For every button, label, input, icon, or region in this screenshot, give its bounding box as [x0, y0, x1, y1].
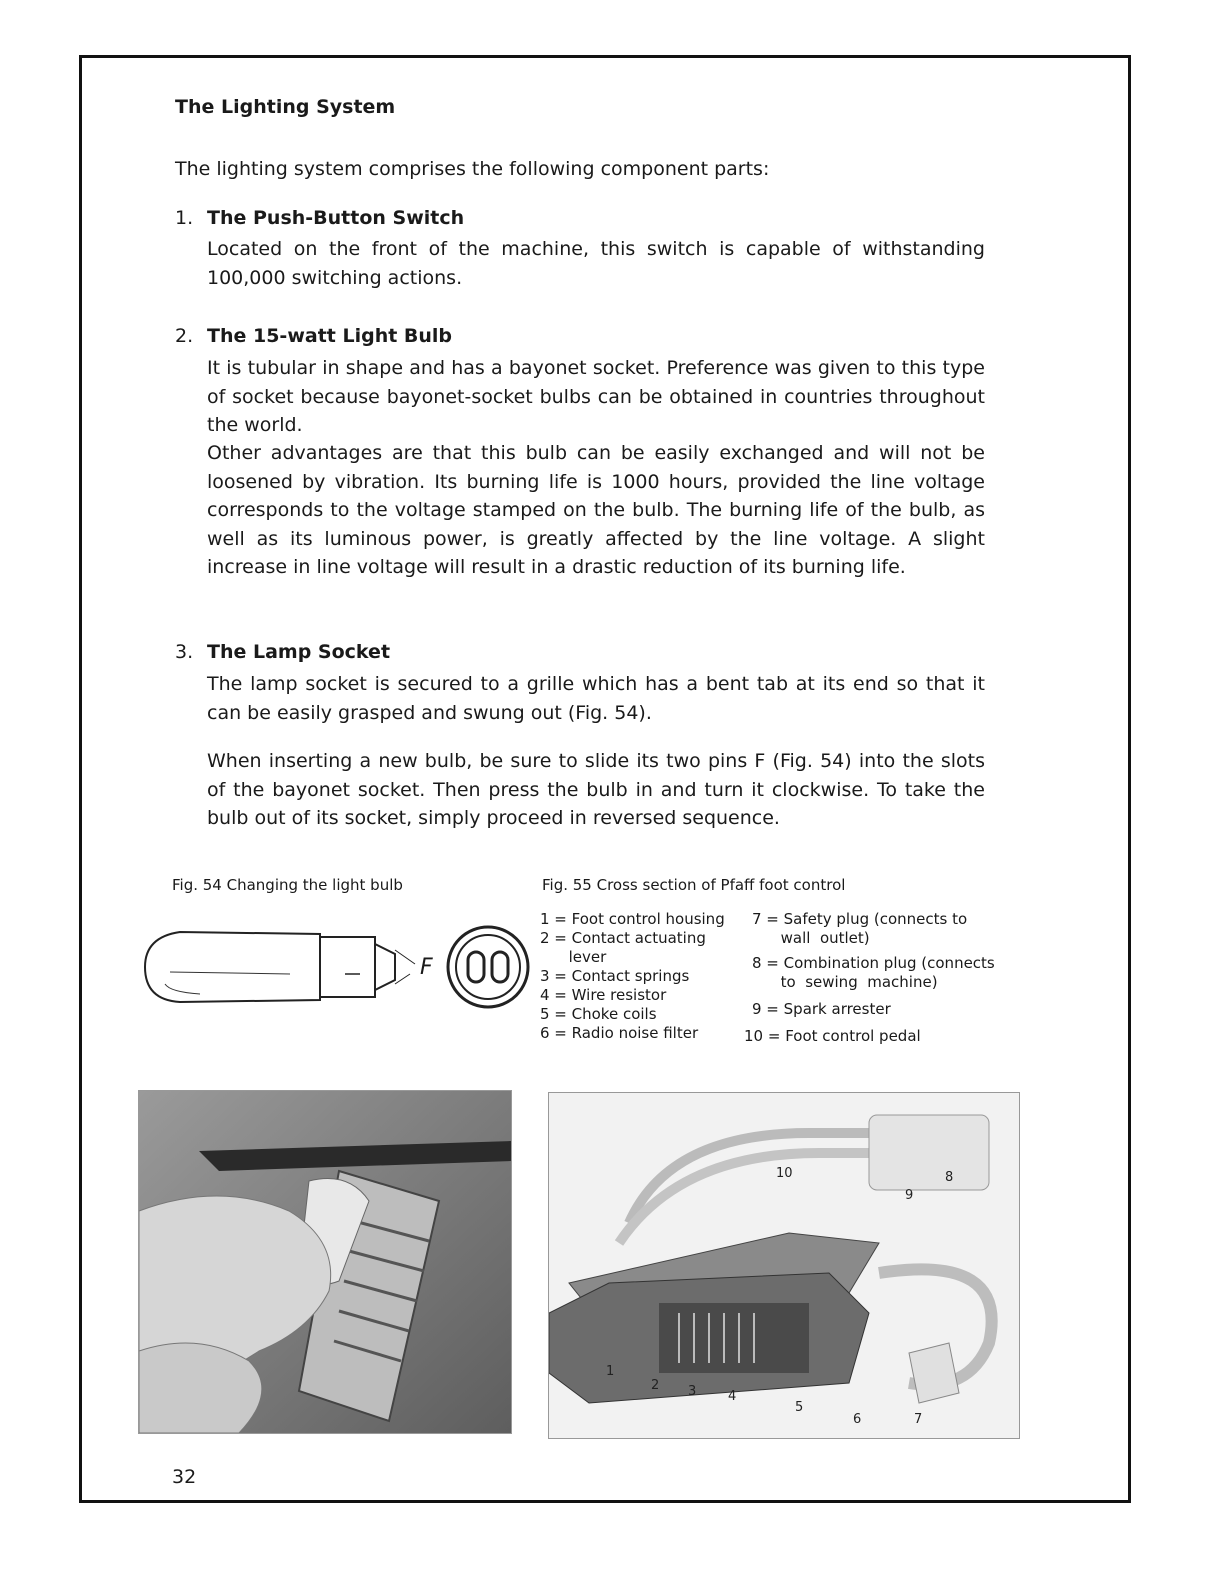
item-paragraph: Other advantages are that this bulb can be easily exchanged and will not be loosened by vibration. Its burning life is 1000 hours, provided the line voltage corresponds to the voltage stamped on the bulb. The burning life of the bulb, as well as its luminous power, is greatly affected by the line voltage. A slight increase in line voltage will result in a drastic reduction of its burning life.	[207, 442, 985, 578]
page-number: 32	[172, 1466, 197, 1488]
legend-item: 7 = Safety plug (connects to	[752, 910, 968, 928]
legend-item: wall outlet)	[752, 929, 870, 947]
legend-item: 1 = Foot control housing	[540, 910, 725, 928]
fig54-caption: Fig. 54 Changing the light bulb	[172, 876, 403, 894]
item-paragraph: Located on the front of the machine, this switch is capable of withstanding 100,000 switching actions.	[207, 238, 985, 289]
light-bulb-diagram	[140, 912, 530, 1012]
fig55-legend-left	[540, 910, 755, 1043]
item-number: 1.	[175, 207, 194, 229]
callout-9: 9	[905, 1188, 914, 1203]
item-heading: The Push-Button Switch	[207, 207, 465, 229]
legend-item: 4 = Wire resistor	[540, 986, 667, 1004]
callout-8: 8	[945, 1170, 954, 1185]
callout-10: 10	[776, 1166, 793, 1181]
legend-item: 3 = Contact springs	[540, 967, 690, 985]
callout-1: 1	[606, 1364, 615, 1379]
fig55-caption: Fig. 55 Cross section of Pfaff foot control	[542, 876, 846, 894]
section-title: The Lighting System	[175, 96, 396, 118]
item-paragraph: When inserting a new bulb, be sure to slide its two pins F (Fig. 54) into the slots of the bayonet socket. Then press the bulb in and turn it clockwise. To take the bulb out of its socket, simply proceed in reversed sequence.	[207, 750, 985, 829]
legend-item: 6 = Radio noise filter	[540, 1024, 699, 1042]
item-paragraph: The lamp socket is secured to a grille which has a bent tab at its end so that it can be easily grasped and swung out (Fig. 54).	[207, 673, 985, 724]
bulb-change-photo	[138, 1090, 512, 1434]
foot-control-photo	[548, 1092, 1020, 1439]
legend-item: 2 = Contact actuating	[540, 929, 706, 947]
item-number: 3.	[175, 641, 194, 663]
fig55-legend-right	[744, 910, 1042, 1046]
legend-item: lever	[540, 948, 607, 966]
legend-item: to sewing machine)	[752, 973, 938, 991]
legend-item: 10 = Foot control pedal	[744, 1027, 921, 1045]
callout-3: 3	[688, 1384, 697, 1399]
legend-item: 8 = Combination plug (connects	[752, 954, 995, 972]
pin-label-f: F	[420, 955, 433, 980]
legend-item: 9 = Spark arrester	[752, 1000, 891, 1018]
intro-text: The lighting system comprises the following component parts:	[175, 158, 770, 180]
item-number: 2.	[175, 325, 194, 347]
item-heading: The 15-watt Light Bulb	[207, 325, 453, 347]
callout-5: 5	[795, 1400, 804, 1415]
callout-6: 6	[853, 1412, 862, 1427]
item-heading: The Lamp Socket	[207, 641, 391, 663]
callout-4: 4	[728, 1389, 737, 1404]
callout-2: 2	[651, 1378, 660, 1393]
callout-7: 7	[914, 1412, 923, 1427]
item-paragraph: It is tubular in shape and has a bayonet socket. Preference was given to this type of socket because bayonet-socket bulbs can be obtained in countries throughout the world.	[207, 357, 985, 436]
legend-item: 5 = Choke coils	[540, 1005, 657, 1023]
